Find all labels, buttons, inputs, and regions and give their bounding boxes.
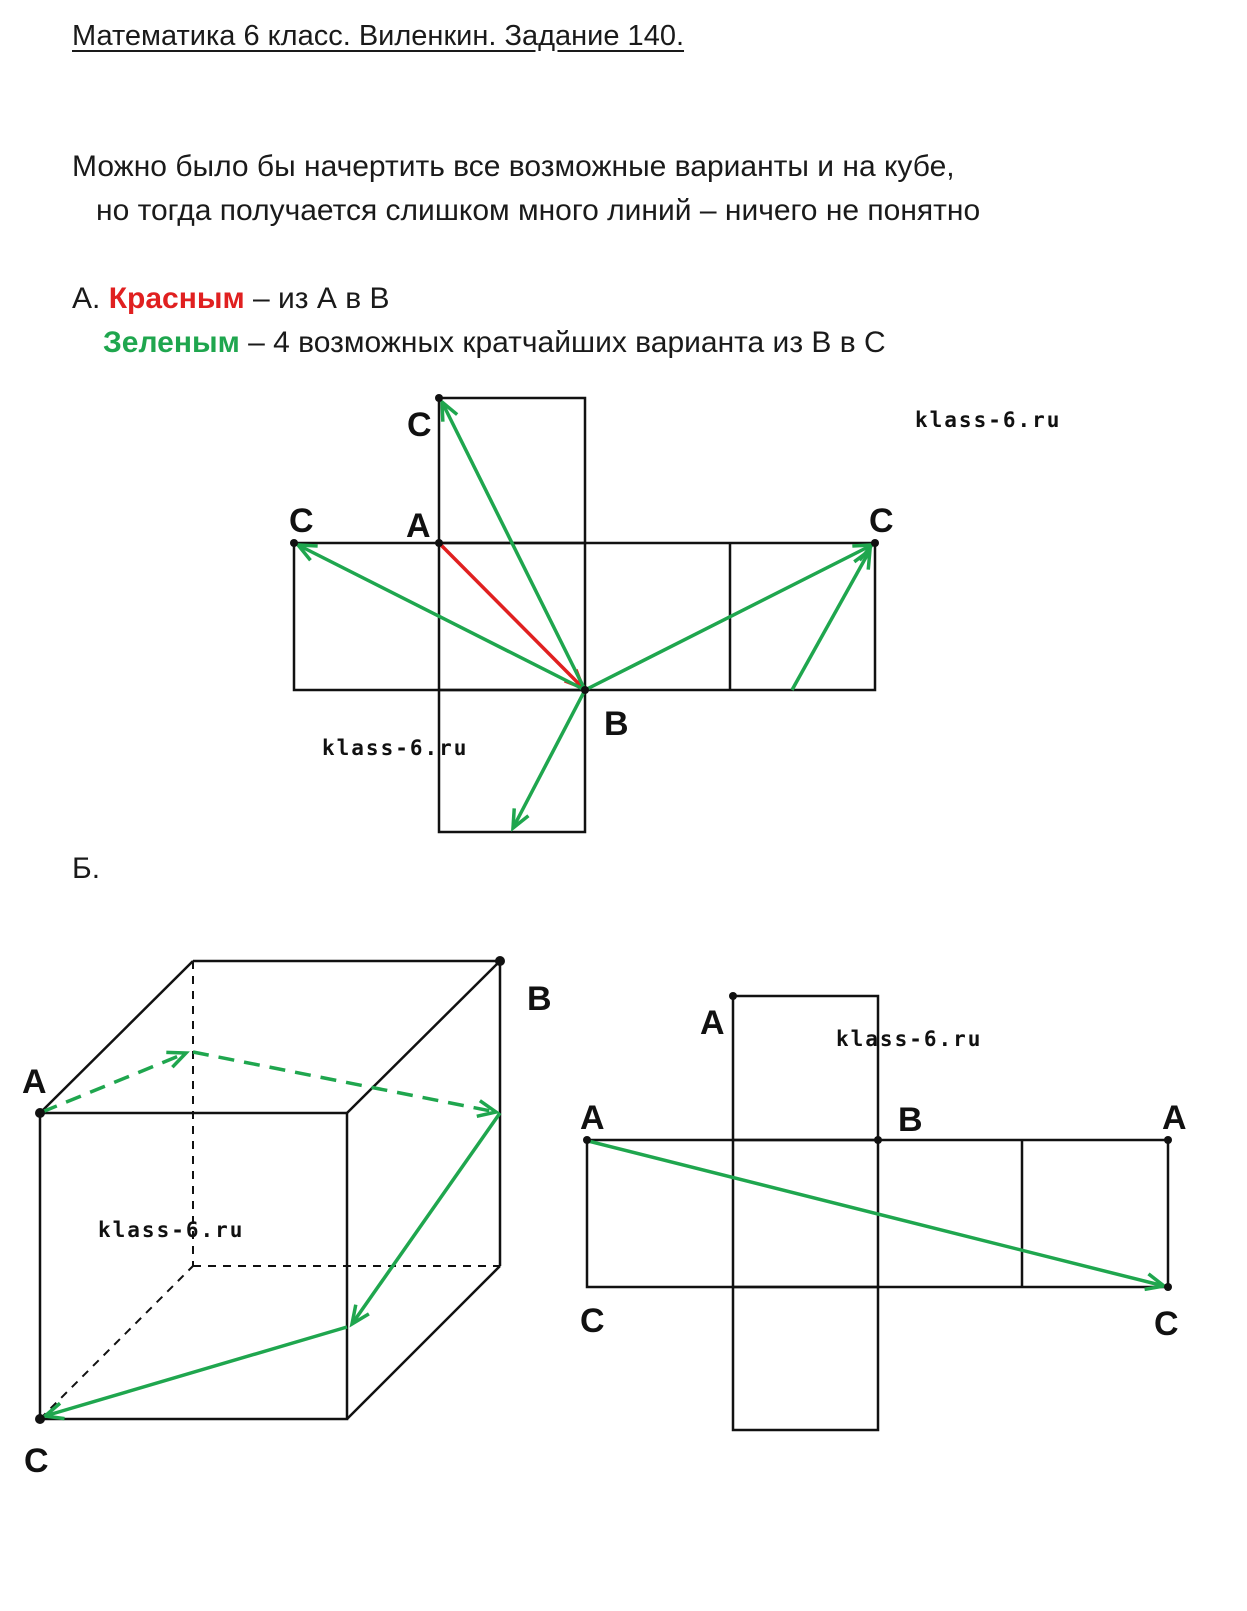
label-c: C [407, 406, 432, 444]
intro-line-2: но тогда получается слишком много линий – ничего не понятно [96, 194, 981, 227]
part-b-marker: Б. [72, 852, 101, 885]
label-c: C [289, 502, 314, 540]
net-a-face-top [439, 398, 585, 543]
green-path-wrap-bottom [513, 690, 585, 828]
green-legend-text: – 4 возможных кратчайших варианта из В в С [239, 326, 886, 359]
point-c [435, 394, 443, 402]
point-c [290, 539, 298, 547]
green-path-a-to-c [588, 1141, 1164, 1286]
label-c: C [1154, 1305, 1179, 1343]
green-path-b-to-c-left [298, 545, 585, 690]
watermark-label: klass-6.ru [836, 1027, 983, 1051]
label-a: A [22, 1063, 47, 1101]
net-a-face-bottom [439, 690, 585, 832]
label-a: A [700, 1004, 725, 1042]
red-legend-text: – из А в В [244, 282, 390, 315]
green-legend-word: Зеленым [103, 326, 240, 359]
cube-edge [40, 961, 193, 1113]
part-a-marker: А. [72, 282, 101, 315]
point-b [581, 686, 589, 694]
green-path-b-to-c-right [585, 545, 872, 690]
green-path-b-to-c-top [442, 402, 585, 690]
point-c [871, 539, 879, 547]
point-b [495, 956, 505, 966]
red-legend-word: Красным [108, 282, 245, 315]
label-a: A [580, 1099, 605, 1137]
green-path-front [45, 1327, 347, 1416]
point-b [874, 1136, 882, 1144]
net-a [294, 398, 875, 832]
green-path-dashed-2 [193, 1052, 496, 1112]
point-a [1164, 1136, 1172, 1144]
label-a: A [406, 507, 431, 545]
net-b-face-top [733, 996, 878, 1140]
watermark-label: klass-6.ru [322, 736, 469, 760]
label-c: C [869, 502, 894, 540]
label-b: B [527, 980, 552, 1018]
cube-b-paths [42, 1052, 500, 1416]
net-b-face-bottom [733, 1287, 878, 1430]
watermark-label: klass-6.ru [915, 408, 1062, 432]
point-c [1164, 1283, 1172, 1291]
green-path-dashed-1 [42, 1053, 186, 1112]
green-path-side [352, 1113, 500, 1324]
point-a [435, 539, 443, 547]
point-a [583, 1136, 591, 1144]
point-a [35, 1108, 45, 1118]
intro-line-1: Можно было бы начертить все возможные варианты и на кубе, [72, 150, 955, 183]
point-c [35, 1414, 45, 1424]
cube-edge [347, 1266, 500, 1419]
page-title: Математика 6 класс. Виленкин. Задание 140. [72, 20, 685, 52]
label-b: B [604, 705, 629, 743]
label-c: C [580, 1302, 605, 1340]
green-path-wrap-right [792, 550, 870, 690]
label-a: A [1162, 1099, 1187, 1137]
cube-edge [347, 961, 500, 1113]
label-b: B [898, 1101, 923, 1139]
point-a [729, 992, 737, 1000]
red-path-a-to-b [439, 543, 583, 688]
label-c: C [24, 1442, 49, 1480]
watermark-label: klass-6.ru [98, 1218, 245, 1242]
